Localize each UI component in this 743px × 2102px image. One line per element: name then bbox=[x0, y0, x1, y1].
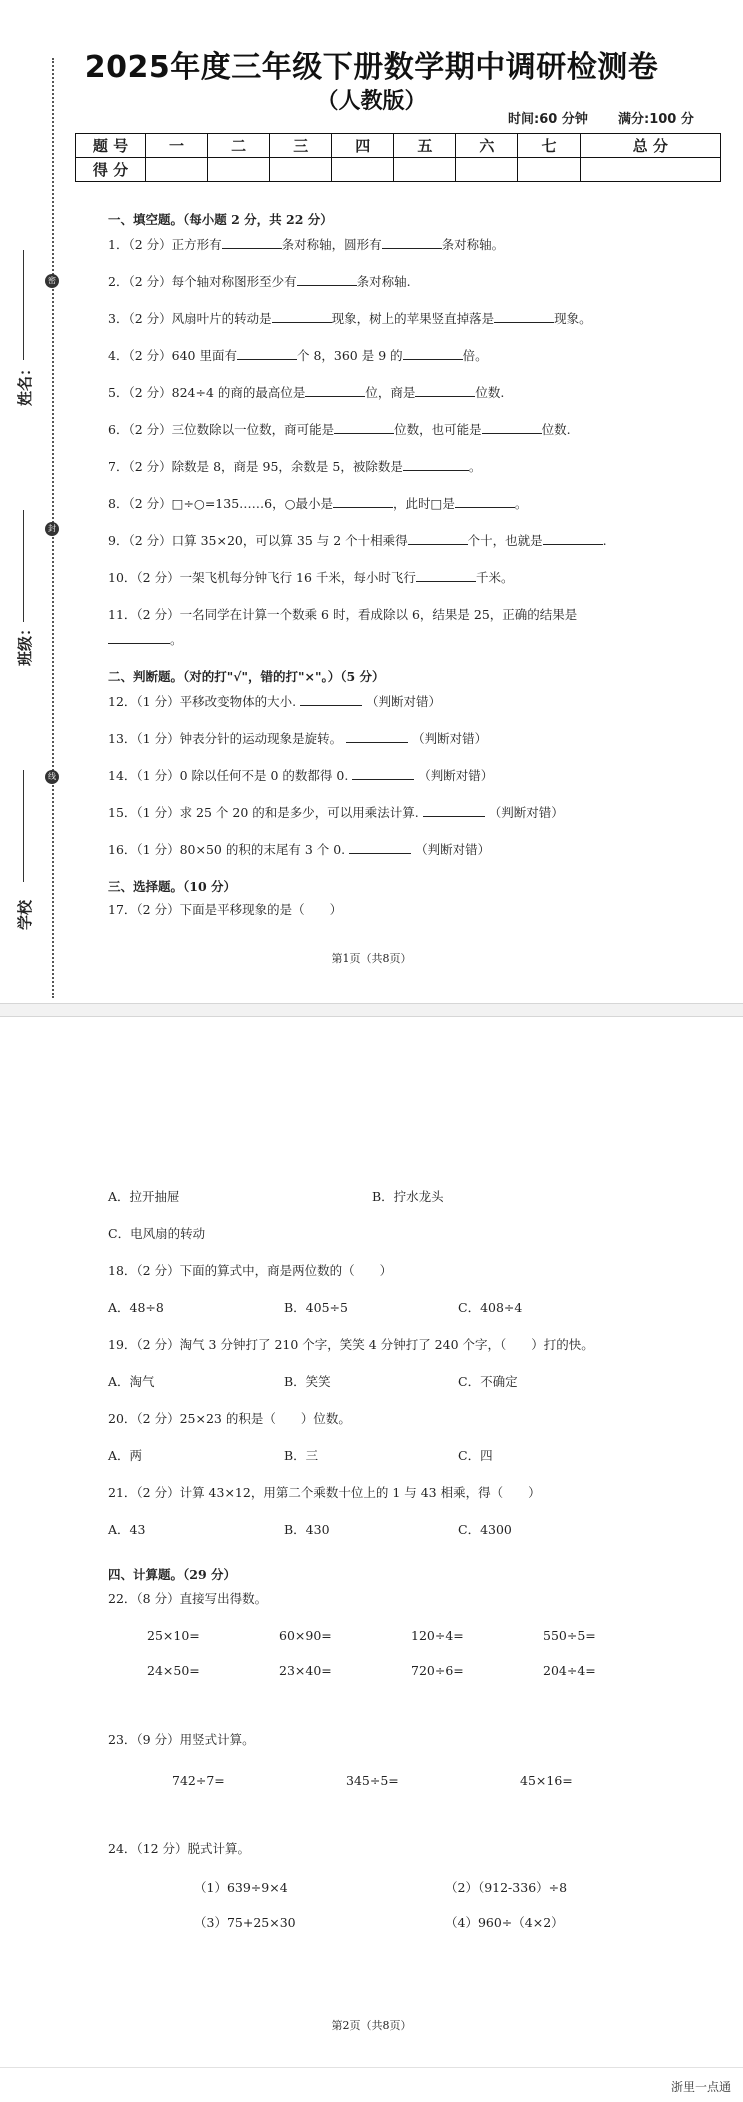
score-cell: 五 bbox=[394, 134, 456, 158]
section-calculation: 四、计算题。（29 分） bbox=[108, 1567, 236, 1582]
score-cell: 总 分 bbox=[580, 134, 720, 158]
name-line bbox=[23, 250, 24, 360]
question-text: 位，商是 bbox=[365, 385, 416, 400]
question-text: 14．（1 分）0 除以任何不是 0 的数都得 0. bbox=[108, 768, 349, 783]
question-1 bbox=[108, 235, 504, 253]
section-true-false: 二、判断题。（对的打"√"，错的打"×"。）（5 分） bbox=[108, 669, 385, 684]
question-text: 11．（2 分）一名同学在计算一个数乘 6 时，看成除以 6，结果是 25，正确的结果是 bbox=[108, 607, 578, 622]
oral-item: 60×90= bbox=[279, 1628, 332, 1643]
question-text: 1．（2 分）正方形有 bbox=[108, 237, 222, 252]
question-6 bbox=[108, 420, 571, 438]
watermark-text: 浙里一点通 bbox=[670, 2080, 731, 2094]
score-input-cell bbox=[456, 158, 518, 182]
question-14 bbox=[108, 766, 493, 784]
page-gap bbox=[0, 1003, 743, 1017]
score-cell: 二 bbox=[208, 134, 270, 158]
question-text: （判断对错） bbox=[412, 731, 488, 746]
question-text: 3．（2 分）风扇叶片的转动是 bbox=[108, 311, 272, 326]
step-calc-item: （2）（912-336）÷8 bbox=[445, 1880, 568, 1895]
option-c: C．四 bbox=[458, 1448, 493, 1463]
question-9 bbox=[108, 531, 607, 549]
question-text: 位数. bbox=[541, 422, 571, 437]
question-24: 24．（12 分）脱式计算。 bbox=[108, 1841, 251, 1856]
score-input-cell bbox=[332, 158, 394, 182]
question-text: 现象，树上的苹果竖直掉落是 bbox=[331, 311, 495, 326]
oral-item: 720÷6= bbox=[411, 1663, 464, 1678]
vertical-calc-item: 742÷7= bbox=[172, 1773, 225, 1788]
question-23: 23．（9 分）用竖式计算。 bbox=[108, 1732, 255, 1747]
oral-item: 204÷4= bbox=[543, 1663, 596, 1678]
class-line bbox=[23, 510, 24, 622]
question-text: 。 bbox=[468, 459, 482, 474]
step-calc-item: （4）960÷（4×2） bbox=[445, 1915, 564, 1930]
question-3 bbox=[108, 309, 592, 327]
answer-blank bbox=[494, 322, 554, 323]
question-text: 5．（2 分）824÷4 的商的最高位是 bbox=[108, 385, 306, 400]
oral-item: 550÷5= bbox=[543, 1628, 596, 1643]
score-input-cell bbox=[518, 158, 580, 182]
question-text: 2．（2 分）每个轴对称图形至少有 bbox=[108, 274, 297, 289]
score-input-cell bbox=[394, 158, 456, 182]
question-text: 位数，也可能是 bbox=[394, 422, 482, 437]
question-5 bbox=[108, 383, 504, 401]
exam-page-2 bbox=[0, 1017, 743, 2067]
question-text: 个 8，360 是 9 的 bbox=[296, 348, 403, 363]
page-footer: 第2页（共8页） bbox=[331, 2019, 412, 2032]
answer-blank bbox=[349, 853, 411, 854]
question-text: 13．（1 分）钟表分针的运动现象是旋转。 bbox=[108, 731, 343, 746]
question-text: 8．（2 分）□÷○=135……6，○最小是 bbox=[108, 496, 334, 511]
question-7 bbox=[108, 457, 481, 475]
answer-blank bbox=[408, 544, 468, 545]
score-table bbox=[75, 133, 721, 182]
seal-mark-feng: 封 bbox=[45, 522, 59, 536]
step-calc-item: （3）75+25×30 bbox=[194, 1915, 296, 1930]
bottom-bar bbox=[0, 2067, 743, 2102]
score-input-cell bbox=[270, 158, 332, 182]
question-text: 条对称轴。 bbox=[441, 237, 505, 252]
answer-blank bbox=[403, 359, 463, 360]
answer-blank bbox=[305, 396, 365, 397]
answer-blank bbox=[543, 544, 603, 545]
question-text: . bbox=[602, 533, 607, 548]
full-score: 满分:100 分 bbox=[618, 112, 694, 127]
question-text: 6．（2 分）三位数除以一位数，商可能是 bbox=[108, 422, 335, 437]
answer-blank bbox=[297, 285, 357, 286]
option-c: C．408÷4 bbox=[458, 1300, 523, 1315]
option-c: C．不确定 bbox=[458, 1374, 518, 1389]
score-cell: 六 bbox=[456, 134, 518, 158]
option-b: B．三 bbox=[284, 1448, 319, 1463]
answer-blank bbox=[333, 507, 393, 508]
answer-blank bbox=[272, 322, 332, 323]
answer-blank bbox=[455, 507, 515, 508]
answer-blank bbox=[352, 779, 414, 780]
option-c: C．电风扇的转动 bbox=[108, 1226, 206, 1241]
answer-blank bbox=[482, 433, 542, 434]
seal-mark-mi: 密 bbox=[45, 274, 59, 288]
question-16 bbox=[108, 840, 490, 858]
answer-blank bbox=[222, 248, 282, 249]
question-text: 条对称轴，圆形有 bbox=[281, 237, 382, 252]
option-a: A．两 bbox=[108, 1448, 143, 1463]
question-2 bbox=[108, 272, 411, 290]
answer-blank bbox=[108, 643, 170, 644]
oral-item: 120÷4= bbox=[411, 1628, 464, 1643]
question-17: 17．（2 分）下面是平移现象的是（ ） bbox=[108, 902, 343, 917]
answer-blank bbox=[415, 396, 475, 397]
option-b: B．430 bbox=[284, 1522, 330, 1537]
answer-blank bbox=[403, 470, 469, 471]
oral-item: 23×40= bbox=[279, 1663, 332, 1678]
question-10 bbox=[108, 568, 513, 586]
name-label: 姓名： bbox=[16, 360, 34, 406]
answer-blank bbox=[382, 248, 442, 249]
question-text: 4．（2 分）640 里面有 bbox=[108, 348, 237, 363]
score-cell: 三 bbox=[270, 134, 332, 158]
question-4 bbox=[108, 346, 488, 364]
question-22: 22．（8 分）直接写出得数。 bbox=[108, 1591, 268, 1606]
question-text: 千米。 bbox=[475, 570, 514, 585]
question-text: ，此时□是 bbox=[393, 496, 455, 511]
question-text: 个十，也就是 bbox=[467, 533, 543, 548]
section-multiple-choice: 三、选择题。（10 分） bbox=[108, 879, 236, 894]
score-table-score-row bbox=[76, 158, 721, 182]
option-c: C．4300 bbox=[458, 1522, 512, 1537]
answer-blank bbox=[237, 359, 297, 360]
score-table-header-row bbox=[76, 134, 721, 158]
time-limit: 时间:60 分钟 bbox=[508, 112, 588, 127]
question-text: 现象。 bbox=[554, 311, 592, 326]
question-13 bbox=[108, 729, 487, 747]
answer-blank bbox=[300, 705, 362, 706]
school-label: 学校 bbox=[16, 899, 34, 930]
score-input-cell bbox=[146, 158, 208, 182]
answer-blank bbox=[416, 581, 476, 582]
question-19: 19．（2 分）淘气 3 分钟打了 210 个字，笑笑 4 分钟打了 240 个字，（ ）打的快。 bbox=[108, 1337, 594, 1352]
vertical-calc-item: 45×16= bbox=[520, 1773, 573, 1788]
answer-blank bbox=[423, 816, 485, 817]
question-11 bbox=[108, 605, 577, 623]
score-cell: 一 bbox=[146, 134, 208, 158]
score-cell: 题 号 bbox=[76, 134, 146, 158]
question-text: 16．（1 分）80×50 的积的末尾有 3 个 0. bbox=[108, 842, 346, 857]
question-text: 。 bbox=[170, 632, 183, 647]
option-b: B．拧水龙头 bbox=[372, 1189, 444, 1204]
answer-blank bbox=[334, 433, 394, 434]
seal-mark-xian: 线 bbox=[45, 770, 59, 784]
question-text: 12．（1 分）平移改变物体的大小. bbox=[108, 694, 297, 709]
question-text: （判断对错） bbox=[366, 694, 442, 709]
section-fill-in: 一、填空题。（每小题 2 分，共 22 分） bbox=[108, 212, 333, 227]
question-12 bbox=[108, 692, 441, 710]
question-11-continued bbox=[108, 630, 183, 648]
answer-blank bbox=[346, 742, 408, 743]
option-a: A．淘气 bbox=[108, 1374, 155, 1389]
score-cell: 四 bbox=[332, 134, 394, 158]
question-text: 10．（2 分）一架飞机每分钟飞行 16 千米，每小时飞行 bbox=[108, 570, 416, 585]
oral-item: 25×10= bbox=[147, 1628, 200, 1643]
oral-item: 24×50= bbox=[147, 1663, 200, 1678]
question-text: 倍。 bbox=[462, 348, 488, 363]
score-cell: 得 分 bbox=[76, 158, 146, 182]
question-text: （判断对错） bbox=[488, 805, 564, 820]
question-18: 18．（2 分）下面的算式中，商是两位数的（ ） bbox=[108, 1263, 393, 1278]
vertical-calc-item: 345÷5= bbox=[346, 1773, 399, 1788]
question-text: （判断对错） bbox=[415, 842, 491, 857]
option-a: A．拉开抽屉 bbox=[108, 1189, 180, 1204]
exam-title: 2025年度三年级下册数学期中调研检测卷 bbox=[84, 50, 659, 85]
question-text: 9．（2 分）口算 35×20，可以算 35 与 2 个十相乘得 bbox=[108, 533, 408, 548]
question-8 bbox=[108, 494, 527, 512]
score-input-cell bbox=[580, 158, 720, 182]
school-line bbox=[23, 770, 24, 882]
exam-page-1 bbox=[0, 0, 743, 1003]
option-a: A．48÷8 bbox=[108, 1300, 164, 1315]
option-a: A．43 bbox=[108, 1522, 146, 1537]
question-text: 。 bbox=[514, 496, 528, 511]
question-text: 位数. bbox=[475, 385, 505, 400]
question-20: 20．（2 分）25×23 的积是（ ）位数。 bbox=[108, 1411, 351, 1426]
score-cell: 七 bbox=[518, 134, 580, 158]
class-label: 班级： bbox=[16, 620, 34, 666]
page-footer: 第1页（共8页） bbox=[331, 952, 412, 965]
exam-subtitle: （人教版） bbox=[316, 89, 427, 114]
option-b: B．405÷5 bbox=[284, 1300, 348, 1315]
question-text: 15．（1 分）求 25 个 20 的和是多少，可以用乘法计算. bbox=[108, 805, 419, 820]
question-text: 7．（2 分）除数是 8，商是 95，余数是 5，被除数是 bbox=[108, 459, 403, 474]
question-15 bbox=[108, 803, 564, 821]
question-21: 21．（2 分）计算 43×12，用第二个乘数十位上的 1 与 43 相乘，得（ ） bbox=[108, 1485, 541, 1500]
option-b: B．笑笑 bbox=[284, 1374, 331, 1389]
question-text: 条对称轴. bbox=[356, 274, 411, 289]
question-text: （判断对错） bbox=[418, 768, 494, 783]
step-calc-item: （1）639÷9×4 bbox=[194, 1880, 288, 1895]
score-input-cell bbox=[208, 158, 270, 182]
